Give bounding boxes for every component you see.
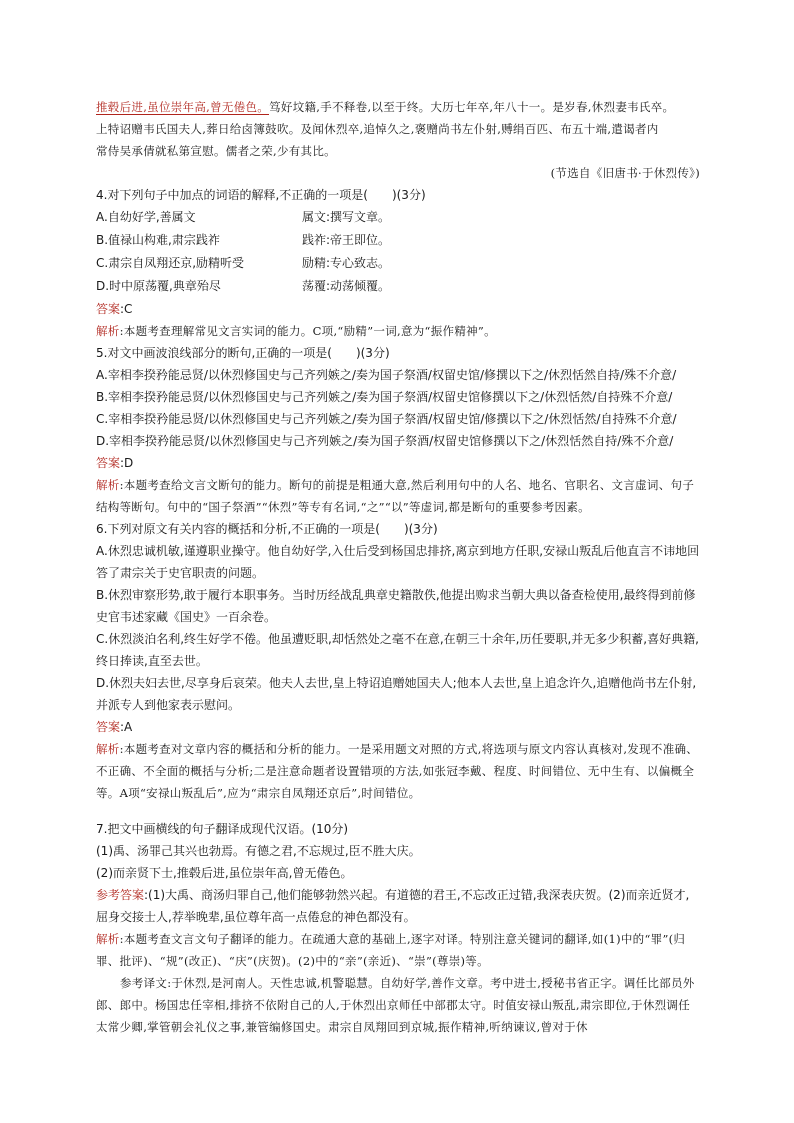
- q6-option-a: A.休烈忠诚机敏,谨遵职业操守。他自幼好学,入仕后受到杨国忠排挤,离京到地方任职,安禄山叛乱后他直言不讳地回答了肃宗关于史官职责的问题。: [96, 544, 700, 580]
- document-page: [96, 96, 700, 1038]
- passage-source: (节选自《旧唐书·于休烈传》): [550, 166, 700, 180]
- q5-option-c: C.宰相李揆矜能忌贤/以休烈修国史与己齐列嫉之/奏为国子祭酒/权留史馆/修撰以下之/休烈恬然/自持殊不介意/: [96, 412, 677, 426]
- q4-option-d: D.时中原荡覆,典章殆尽 荡覆:动荡倾覆。: [96, 279, 391, 293]
- q4-option-b: B.值禄山构难,肃宗践祚 践祚:帝王即位。: [96, 233, 391, 247]
- q7-translation: 参考译文:于休烈,是河南人。天性忠诚,机警聪慧。自幼好学,善作文章。考中进士,授秘书省正字。调任比部员外郎、郎中。杨国忠任宰相,排挤不依附自己的人,于休烈出京师任中部郡太守。时值安禄山叛乱,肃宗即位,于休烈调任太常少卿,掌管朝会礼仪之事,兼管编修国史。肃宗自凤翔回到京城,振作精神,听纳谏议,曾对于休: [96, 976, 695, 1034]
- q5-option-b: B.宰相李揆矜能忌贤/以休烈修国史与己齐列嫉之/奏为国子祭酒/权留史馆修撰以下之/休烈恬然/自持殊不介意/: [96, 390, 673, 404]
- q5-stem: 5.对文中画波浪线部分的断句,正确的一项是( )(3分): [96, 346, 390, 360]
- q7-item-2: (2)而亲贤下士,推毂后进,虽位崇年高,曾无倦色。: [96, 866, 353, 880]
- section-gap: [96, 804, 700, 818]
- q7-reference-answer: 参考答案:(1)大禹、商汤归罪自己,他们能够勃然兴起。有道德的君王,不忘改正过错,我深表庆贺。(2)而亲近贤才,屈身交接士人,荐举晚辈,虽位尊年高一点倦怠的神色都没有。: [96, 888, 690, 924]
- q5-option-a: A.宰相李揆矜能忌贤/以休烈修国史与己齐列嫉之/奏为国子祭酒/权留史馆/修撰以下之/休烈恬然自持/殊不介意/: [96, 368, 677, 382]
- q6-stem: 6.下列对原文有关内容的概括和分析,不正确的一项是( )(3分): [96, 522, 438, 536]
- q4-answer: 答案:C: [96, 302, 133, 316]
- q7-stem: 7.把文中画横线的句子翻译成现代汉语。(10分): [96, 822, 349, 836]
- q5-explanation: 解析:本题考查给文言文断句的能力。断句的前提是粗通大意,然后利用句中的人名、地名、官职名、文言虚词、句子结构等断句。句中的“国子祭酒”“休烈”等专有名词,“之”“以”等虚词,都是断句的重要参考因素。: [96, 478, 695, 514]
- q6-explanation: 解析:本题考查对文章内容的概括和分析的能力。一是采用题文对照的方式,将选项与原文内容认真核对,发现不准确、不正确、不全面的概括与分析;二是注意命题者设置错项的方法,如张冠李戴、程度、时间错位、无中生有、以偏概全等。A项“安禄山叛乱后”,应为“肃宗自凤翔还京后”,时间错位。: [96, 742, 699, 800]
- q6-option-b: B.休烈审察形势,敢于履行本职事务。当时历经战乱典章史籍散佚,他提出购求当朝大典以备查检使用,最终得到前修史官韦述家藏《国史》一百余卷。: [96, 588, 696, 624]
- passage-line-1: 推毂后进,虽位崇年高,曾无倦色。笃好坟籍,手不释卷,以至于终。大历七年卒,年八十一。是岁春,休烈妻韦氏卒。: [96, 100, 675, 114]
- q6-answer: 答案:A: [96, 720, 133, 734]
- q4-stem: 4.对下列句子中加点的词语的解释,不正确的一项是( )(3分): [96, 188, 426, 202]
- q4-option-c: C.肃宗自凤翔还京,励精听受 励精:专心致志。: [96, 256, 391, 270]
- q4-option-a: A.自幼好学,善属文 属文:撰写文章。: [96, 210, 391, 224]
- q5-answer: 答案:D: [96, 456, 134, 470]
- underlined-sentence: 推毂后进,虽位崇年高,曾无倦色。: [96, 100, 270, 114]
- passage-line-2: 上特诏赠韦氏国夫人,葬日给卤簿鼓吹。及闻休烈卒,追悼久之,褒赠尚书左仆射,赙绢百匹、布五十端,遣谒者内: [96, 122, 659, 136]
- q6-option-c: C.休烈淡泊名利,终生好学不倦。他虽遭贬职,却恬然处之毫不在意,在朝三十余年,历任要职,并无多少积蓄,喜好典籍,终日捧读,直至去世。: [96, 632, 699, 668]
- q6-option-d: D.休烈夫妇去世,尽享身后哀荣。他夫人去世,皇上特诏追赠她国夫人;他本人去世,皇上追念许久,追赠他尚书左仆射,并派专人到他家表示慰问。: [96, 676, 697, 712]
- q5-option-d: D.宰相李揆矜能忌贤/以休烈修国史与己齐列嫉之/奏为国子祭酒/权留史馆修撰以下之/休烈恬然自持/殊不介意/: [96, 434, 674, 448]
- q7-item-1: (1)禹、汤罪己其兴也勃焉。有德之君,不忘规过,臣不胜大庆。: [96, 844, 421, 858]
- q4-explanation: 解析:本题考查理解常见文言实词的能力。C项,“励精”一词,意为“振作精神”。: [96, 324, 496, 338]
- passage-line-3: 常侍吴承倩就私第宣慰。儒者之荣,少有其比。: [96, 144, 336, 158]
- q7-explanation: 解析:本题考查文言文句子翻译的能力。在疏通大意的基础上,逐字对译。特别注意关键词的翻译,如(1)中的“罪”(归罪、批评)、“规”(改正)、“庆”(庆贺)。(2)中的“亲”(亲近)、“崇”(尊崇)等。: [96, 932, 686, 968]
